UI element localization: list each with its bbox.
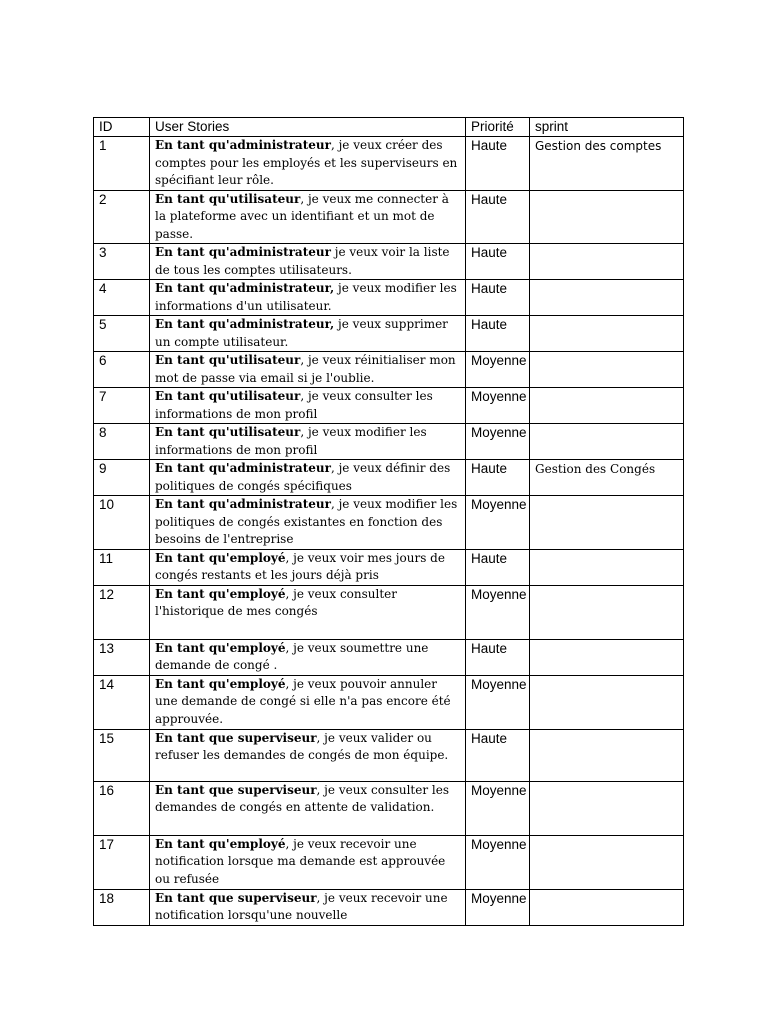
row-id: 8 xyxy=(94,424,150,460)
header-id: ID xyxy=(94,118,150,137)
priority-cell: Moyenne xyxy=(466,889,530,925)
row-id: 11 xyxy=(94,549,150,585)
story-actor: En tant que superviseur xyxy=(155,890,317,905)
story-actor: En tant qu'utilisateur xyxy=(155,353,301,367)
user-story xyxy=(150,137,466,191)
row-id: 13 xyxy=(94,639,150,675)
table-header-row xyxy=(94,118,684,137)
story-actor: En tant qu'employé xyxy=(155,640,286,655)
story-actor: En tant qu'utilisateur xyxy=(155,191,301,206)
priority-cell: Moyenne xyxy=(466,496,530,550)
story-actor: En tant qu'employé xyxy=(155,586,286,601)
table-row xyxy=(94,280,684,316)
story-actor: En tant que superviseur xyxy=(155,730,317,745)
sprint-cell xyxy=(530,729,684,781)
story-text: je veux supprimer un compte utilisateur. xyxy=(155,317,448,349)
table-row xyxy=(94,190,684,244)
story-text: , je veux voir mes jours de congés restants et les jours déjà pris xyxy=(155,550,445,582)
priority-cell: Moyenne xyxy=(466,352,530,388)
user-story xyxy=(150,781,466,835)
row-id: 4 xyxy=(94,280,150,316)
story-text: , je veux modifier les politiques de congés existantes en fonction des besoins de l'entreprise xyxy=(155,497,458,546)
story-text: , je veux recevoir une notification lorsque ma demande est approuvée ou refusée xyxy=(155,836,446,886)
user-story xyxy=(150,424,466,460)
priority-cell: Moyenne xyxy=(466,388,530,424)
row-id: 9 xyxy=(94,460,150,496)
table-row xyxy=(94,352,684,388)
priority-cell: Haute xyxy=(466,460,530,496)
story-actor: En tant qu'employé xyxy=(155,550,286,565)
sprint-cell xyxy=(530,889,684,925)
story-actor: En tant qu'utilisateur xyxy=(155,425,301,439)
user-story xyxy=(150,352,466,388)
user-story xyxy=(150,316,466,352)
sprint-cell xyxy=(530,352,684,388)
priority-cell: Haute xyxy=(466,244,530,280)
priority-cell: Haute xyxy=(466,137,530,191)
row-id: 17 xyxy=(94,835,150,889)
table-row xyxy=(94,460,684,496)
sprint-cell xyxy=(530,549,684,585)
table-row xyxy=(94,781,684,835)
row-id: 1 xyxy=(94,137,150,191)
row-id: 14 xyxy=(94,675,150,729)
user-story xyxy=(150,889,466,925)
story-actor: En tant qu'administrateur xyxy=(155,461,331,475)
sprint-cell xyxy=(530,280,684,316)
sprint-cell xyxy=(530,781,684,835)
user-story xyxy=(150,835,466,889)
sprint-cell xyxy=(530,496,684,550)
story-text: , je veux recevoir une notification lorsqu'une nouvelle xyxy=(155,890,448,922)
table-row xyxy=(94,424,684,460)
row-id: 3 xyxy=(94,244,150,280)
story-text: , je veux valider ou refuser les demandes de congés de mon équipe. xyxy=(155,730,449,762)
table-row xyxy=(94,585,684,639)
table-row xyxy=(94,675,684,729)
story-text: , je veux consulter les demandes de congés en attente de validation. xyxy=(155,782,449,814)
story-actor: En tant qu'administrateur xyxy=(155,245,331,259)
priority-cell: Moyenne xyxy=(466,424,530,460)
header-sprint: sprint xyxy=(530,118,684,137)
story-text: , je veux soumettre une demande de congé . xyxy=(155,640,429,672)
user-story xyxy=(150,388,466,424)
sprint-cell: Gestion des comptes xyxy=(530,137,684,191)
story-text: , je veux consulter l'historique de mes congés xyxy=(155,586,398,618)
story-actor: En tant qu'administrateur xyxy=(155,497,331,511)
story-text: , je veux consulter les informations de mon profil xyxy=(155,389,433,421)
table-row xyxy=(94,496,684,550)
priority-cell: Haute xyxy=(466,316,530,352)
row-id: 18 xyxy=(94,889,150,925)
sprint-cell xyxy=(530,585,684,639)
priority-cell: Moyenne xyxy=(466,585,530,639)
user-story xyxy=(150,729,466,781)
row-id: 10 xyxy=(94,496,150,550)
header-user-stories: User Stories xyxy=(150,118,466,137)
story-text: je veux voir la liste de tous les comptes utilisateurs. xyxy=(155,245,450,277)
priority-cell: Moyenne xyxy=(466,781,530,835)
row-id: 12 xyxy=(94,585,150,639)
user-story xyxy=(150,280,466,316)
priority-cell: Haute xyxy=(466,549,530,585)
row-id: 6 xyxy=(94,352,150,388)
table-row xyxy=(94,889,684,925)
story-actor: En tant que superviseur xyxy=(155,782,317,797)
row-id: 7 xyxy=(94,388,150,424)
sprint-cell xyxy=(530,388,684,424)
sprint-cell xyxy=(530,639,684,675)
table-row xyxy=(94,137,684,191)
sprint-cell xyxy=(530,675,684,729)
user-story xyxy=(150,496,466,550)
table-body xyxy=(94,137,684,926)
header-priority: Priorité xyxy=(466,118,530,137)
sprint-cell xyxy=(530,244,684,280)
story-text: , je veux réinitialiser mon mot de passe via email si je l'oublie. xyxy=(155,353,456,385)
sprint-cell xyxy=(530,316,684,352)
story-text: , je veux définir des politiques de congés spécifiques xyxy=(155,461,451,493)
story-actor: En tant qu'employé xyxy=(155,836,286,851)
user-story xyxy=(150,460,466,496)
user-story xyxy=(150,190,466,244)
sprint-cell xyxy=(530,190,684,244)
table-row xyxy=(94,639,684,675)
table-row xyxy=(94,549,684,585)
table-row xyxy=(94,729,684,781)
priority-cell: Haute xyxy=(466,729,530,781)
priority-cell: Haute xyxy=(466,639,530,675)
sprint-cell xyxy=(530,424,684,460)
story-actor: En tant qu'administrateur xyxy=(155,138,331,152)
table-row xyxy=(94,244,684,280)
story-text: , je veux modifier les informations de mon profil xyxy=(155,425,427,457)
sprint-cell: Gestion des Congés xyxy=(530,460,684,496)
story-actor: En tant qu'administrateur, xyxy=(155,317,335,331)
table-row xyxy=(94,316,684,352)
sprint-cell xyxy=(530,835,684,889)
row-id: 16 xyxy=(94,781,150,835)
story-actor: En tant qu'employé xyxy=(155,676,286,691)
story-text: , je veux créer des comptes pour les employés et les superviseurs en spécifiant leur rôle. xyxy=(155,138,458,187)
row-id: 5 xyxy=(94,316,150,352)
story-text: , je veux pouvoir annuler une demande de congé si elle n'a pas encore été approuvée. xyxy=(155,676,451,726)
story-actor: En tant qu'administrateur, xyxy=(155,281,335,295)
priority-cell: Haute xyxy=(466,190,530,244)
user-story xyxy=(150,585,466,639)
user-story xyxy=(150,244,466,280)
table-row xyxy=(94,388,684,424)
user-stories-table xyxy=(93,117,684,926)
row-id: 2 xyxy=(94,190,150,244)
story-text: je veux modifier les informations d'un utilisateur. xyxy=(155,281,457,313)
story-text: , je veux me connecter à la plateforme avec un identifiant et un mot de passe. xyxy=(155,191,449,241)
priority-cell: Moyenne xyxy=(466,835,530,889)
table-row xyxy=(94,835,684,889)
row-id: 15 xyxy=(94,729,150,781)
user-story xyxy=(150,675,466,729)
priority-cell: Moyenne xyxy=(466,675,530,729)
story-actor: En tant qu'utilisateur xyxy=(155,389,301,403)
user-story xyxy=(150,549,466,585)
user-story xyxy=(150,639,466,675)
priority-cell: Haute xyxy=(466,280,530,316)
